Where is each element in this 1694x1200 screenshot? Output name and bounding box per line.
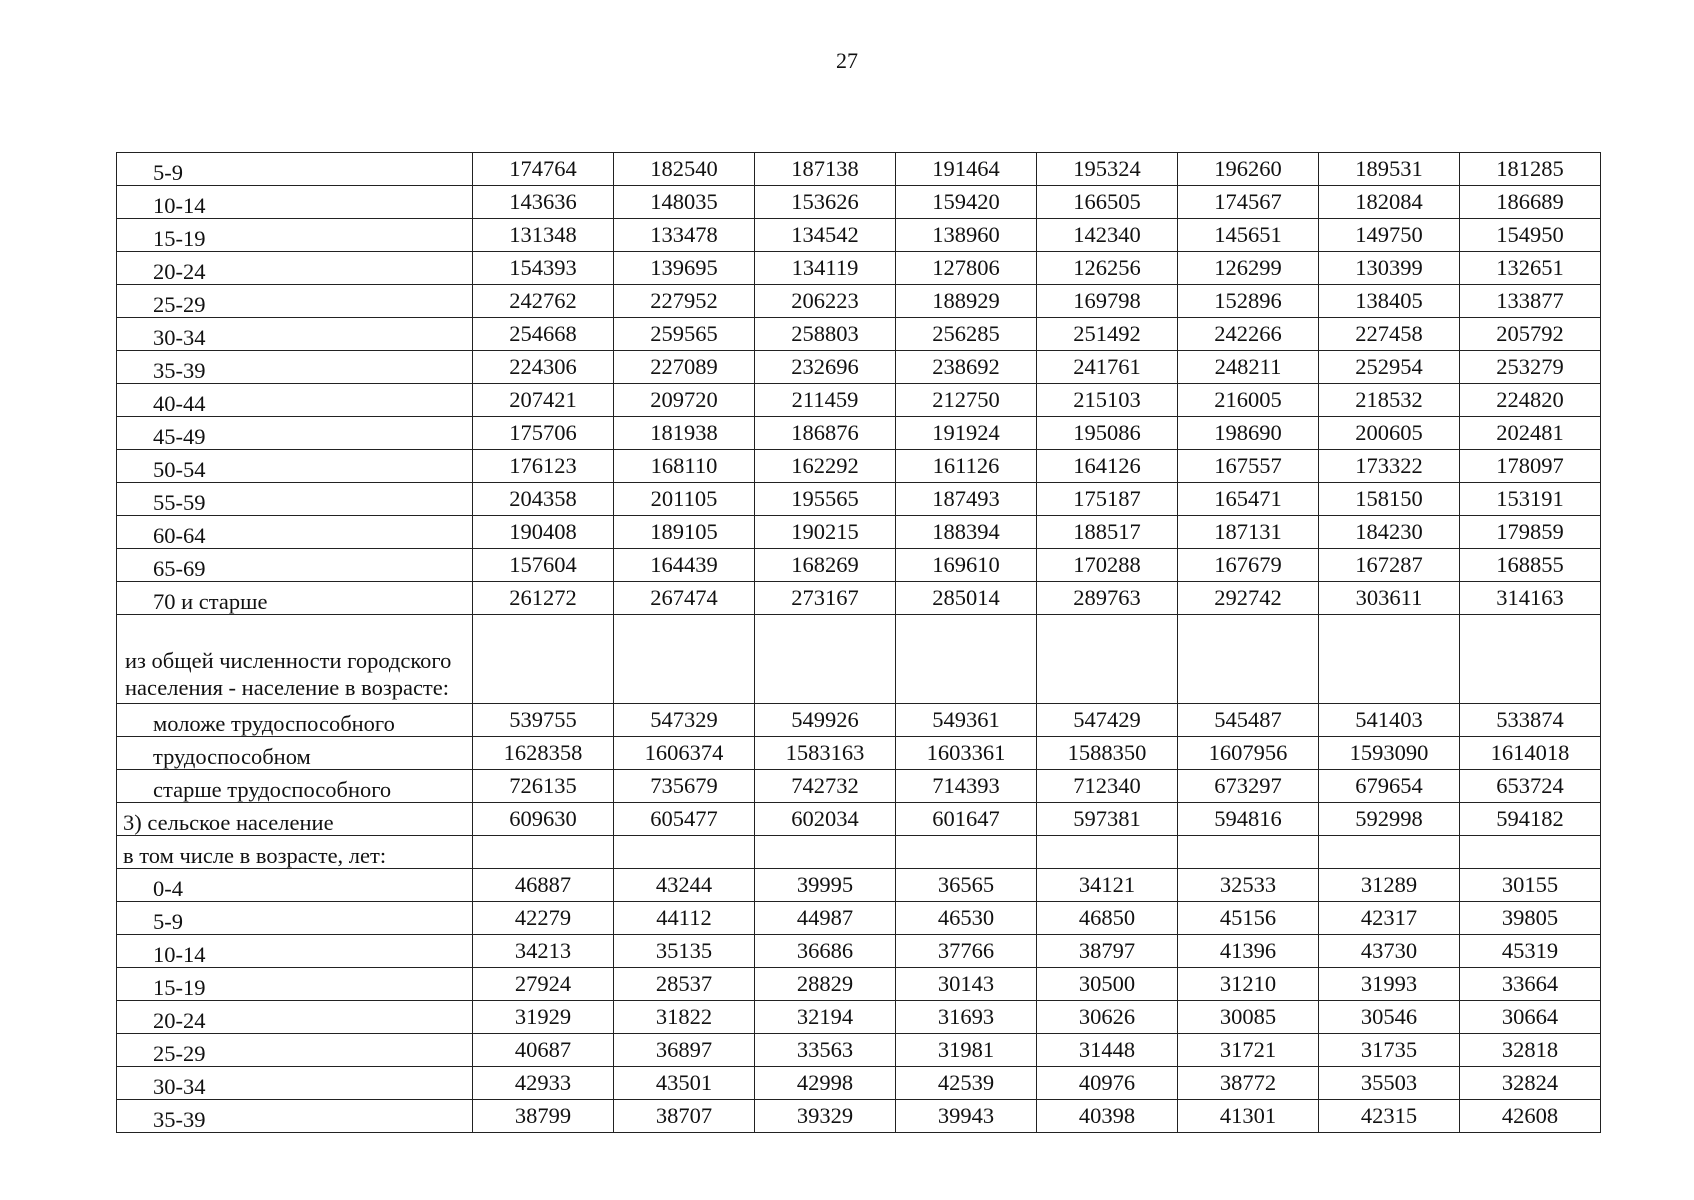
table-cell: 43730 [1319,935,1460,968]
table-cell: 609630 [473,803,614,836]
row-label: 10-14 [117,186,473,219]
table-cell: 189105 [614,516,755,549]
table-cell: 31289 [1319,869,1460,902]
table-cell: 30085 [1178,1001,1319,1034]
table-cell: 206223 [755,285,896,318]
table-cell: 46887 [473,869,614,902]
table-cell: 36897 [614,1034,755,1067]
table-row [117,186,1601,219]
table-cell: 212750 [896,384,1037,417]
table-row [117,252,1601,285]
table-row [117,869,1601,902]
table-row [117,935,1601,968]
table-cell: 273167 [755,582,896,615]
table-cell: 35135 [614,935,755,968]
row-label: 40-44 [117,384,473,417]
table-cell: 186876 [755,417,896,450]
table-cell: 143636 [473,186,614,219]
table-cell: 1628358 [473,737,614,770]
table-cell: 1588350 [1037,737,1178,770]
table-cell: 37766 [896,935,1037,968]
table-cell [473,836,614,869]
table-cell: 170288 [1037,549,1178,582]
row-label: 55-59 [117,483,473,516]
table-cell: 303611 [1319,582,1460,615]
table-cell: 38707 [614,1100,755,1133]
table-row [117,450,1601,483]
table-cell: 31993 [1319,968,1460,1001]
table-cell: 1614018 [1460,737,1601,770]
table-cell: 1583163 [755,737,896,770]
row-label: 5-9 [117,902,473,935]
table-row [117,968,1601,1001]
table-cell: 541403 [1319,704,1460,737]
table-cell: 174567 [1178,186,1319,219]
table-cell: 38799 [473,1100,614,1133]
row-label: 30-34 [117,318,473,351]
table-cell [1460,836,1601,869]
table-cell: 161126 [896,450,1037,483]
table-cell: 138405 [1319,285,1460,318]
table-cell: 238692 [896,351,1037,384]
table-cell: 31721 [1178,1034,1319,1067]
table-cell: 216005 [1178,384,1319,417]
table-cell: 30143 [896,968,1037,1001]
table-row [117,417,1601,450]
table-cell: 259565 [614,318,755,351]
table-cell: 188517 [1037,516,1178,549]
table-row [117,153,1601,186]
table-cell: 198690 [1178,417,1319,450]
table-cell: 186689 [1460,186,1601,219]
table-row [117,1034,1601,1067]
table-cell: 42317 [1319,902,1460,935]
table-cell: 195565 [755,483,896,516]
table-row [117,285,1601,318]
table-cell: 42315 [1319,1100,1460,1133]
table-cell: 205792 [1460,318,1601,351]
table-cell: 735679 [614,770,755,803]
table-cell: 30664 [1460,1001,1601,1034]
table-cell: 162292 [755,450,896,483]
table-cell [896,836,1037,869]
table-cell: 175187 [1037,483,1178,516]
table-body [117,153,1601,1133]
table-cell: 597381 [1037,803,1178,836]
table-cell: 34121 [1037,869,1178,902]
table-cell: 164126 [1037,450,1178,483]
table-cell: 165471 [1178,483,1319,516]
population-table [116,152,1601,1133]
table-cell: 31929 [473,1001,614,1034]
table-cell: 533874 [1460,704,1601,737]
table-cell [1319,615,1460,704]
table-cell: 1593090 [1319,737,1460,770]
table-cell [755,615,896,704]
table-cell: 1603361 [896,737,1037,770]
table-cell: 254668 [473,318,614,351]
table-cell: 215103 [1037,384,1178,417]
table-cell: 256285 [896,318,1037,351]
row-label: 65-69 [117,549,473,582]
table-cell: 712340 [1037,770,1178,803]
table-cell: 549926 [755,704,896,737]
table-cell: 549361 [896,704,1037,737]
table-cell: 46850 [1037,902,1178,935]
table-cell: 43244 [614,869,755,902]
table-cell: 138960 [896,219,1037,252]
table-cell: 164439 [614,549,755,582]
table-row [117,902,1601,935]
row-label: 10-14 [117,935,473,968]
row-label: 15-19 [117,968,473,1001]
table-cell [1037,836,1178,869]
row-label: 5-9 [117,153,473,186]
table-cell: 173322 [1319,450,1460,483]
table-cell: 45319 [1460,935,1601,968]
table-cell: 195086 [1037,417,1178,450]
table-cell: 30500 [1037,968,1178,1001]
table-cell: 40976 [1037,1067,1178,1100]
table-row [117,803,1601,836]
row-label: 20-24 [117,252,473,285]
table-cell: 36686 [755,935,896,968]
table-cell: 145651 [1178,219,1319,252]
table-cell: 253279 [1460,351,1601,384]
table-cell: 42279 [473,902,614,935]
table-cell [1178,615,1319,704]
table-cell: 42539 [896,1067,1037,1100]
table-cell: 204358 [473,483,614,516]
table-cell: 182084 [1319,186,1460,219]
table-cell: 218532 [1319,384,1460,417]
table-cell: 36565 [896,869,1037,902]
row-label: 35-39 [117,351,473,384]
table-cell: 167679 [1178,549,1319,582]
table-cell: 142340 [1037,219,1178,252]
table-cell: 251492 [1037,318,1178,351]
table-cell: 157604 [473,549,614,582]
table-cell: 176123 [473,450,614,483]
table-cell: 241761 [1037,351,1178,384]
table-cell: 174764 [473,153,614,186]
row-label: трудоспособном [117,737,473,770]
row-label: 50-54 [117,450,473,483]
table-cell: 592998 [1319,803,1460,836]
table-cell: 1607956 [1178,737,1319,770]
table-cell: 191924 [896,417,1037,450]
table-cell: 167287 [1319,549,1460,582]
table-cell: 242762 [473,285,614,318]
table-row [117,737,1601,770]
table-cell: 130399 [1319,252,1460,285]
table-cell: 594182 [1460,803,1601,836]
table-cell: 545487 [1178,704,1319,737]
table-cell [614,615,755,704]
table-cell: 159420 [896,186,1037,219]
table-cell: 133877 [1460,285,1601,318]
table-cell: 196260 [1178,153,1319,186]
table-cell: 181285 [1460,153,1601,186]
table-cell: 207421 [473,384,614,417]
table-cell: 31735 [1319,1034,1460,1067]
table-cell: 175706 [473,417,614,450]
table-row [117,1067,1601,1100]
table-row [117,704,1601,737]
table-cell: 184230 [1319,516,1460,549]
table-row [117,351,1601,384]
row-label: 70 и старше [117,582,473,615]
table-cell: 195324 [1037,153,1178,186]
table-row [117,318,1601,351]
table-cell: 261272 [473,582,614,615]
table-row [117,483,1601,516]
table-cell: 28537 [614,968,755,1001]
table-cell: 40687 [473,1034,614,1067]
row-label: из общей численности городского населения - население в возрасте: [117,615,473,704]
table-cell: 169798 [1037,285,1178,318]
table-cell: 34213 [473,935,614,968]
table-cell: 653724 [1460,770,1601,803]
table-cell: 314163 [1460,582,1601,615]
table-cell: 126256 [1037,252,1178,285]
table-cell: 148035 [614,186,755,219]
row-label: 45-49 [117,417,473,450]
row-label: 25-29 [117,285,473,318]
table-row [117,219,1601,252]
table-cell: 190408 [473,516,614,549]
table-row [117,615,1601,704]
row-label: 30-34 [117,1067,473,1100]
table-cell: 168269 [755,549,896,582]
table-cell: 139695 [614,252,755,285]
table-cell: 742732 [755,770,896,803]
table-cell: 43501 [614,1067,755,1100]
table-cell: 679654 [1319,770,1460,803]
table-cell: 39943 [896,1100,1037,1133]
table-cell: 182540 [614,153,755,186]
table-cell: 126299 [1178,252,1319,285]
table-cell: 189531 [1319,153,1460,186]
table-cell [896,615,1037,704]
table-cell: 30626 [1037,1001,1178,1034]
table-cell: 39805 [1460,902,1601,935]
table-cell: 547429 [1037,704,1178,737]
table-cell: 605477 [614,803,755,836]
table-row [117,1100,1601,1133]
table-cell: 30546 [1319,1001,1460,1034]
row-label: 25-29 [117,1034,473,1067]
table-cell: 187493 [896,483,1037,516]
table-cell: 41301 [1178,1100,1319,1133]
table-cell: 726135 [473,770,614,803]
table-cell: 153191 [1460,483,1601,516]
table-cell: 33664 [1460,968,1601,1001]
table-cell: 178097 [1460,450,1601,483]
table-cell [473,615,614,704]
table-cell: 292742 [1178,582,1319,615]
table-cell: 31210 [1178,968,1319,1001]
table-cell: 227952 [614,285,755,318]
table-cell: 35503 [1319,1067,1460,1100]
table-row [117,1001,1601,1034]
table-cell: 187131 [1178,516,1319,549]
table-cell: 224306 [473,351,614,384]
table-cell: 32818 [1460,1034,1601,1067]
table-cell: 42998 [755,1067,896,1100]
table-cell: 154393 [473,252,614,285]
table-cell: 134119 [755,252,896,285]
table-cell: 169610 [896,549,1037,582]
table-cell: 38772 [1178,1067,1319,1100]
table-cell: 191464 [896,153,1037,186]
table-cell: 42608 [1460,1100,1601,1133]
table-cell [614,836,755,869]
table-cell: 187138 [755,153,896,186]
table-cell: 188929 [896,285,1037,318]
table-cell: 33563 [755,1034,896,1067]
table-cell: 602034 [755,803,896,836]
table-row [117,836,1601,869]
table-cell: 211459 [755,384,896,417]
table-cell: 44112 [614,902,755,935]
row-label: в том числе в возрасте, лет: [117,836,473,869]
table-cell: 594816 [1178,803,1319,836]
table-cell: 289763 [1037,582,1178,615]
table-cell: 158150 [1319,483,1460,516]
table-cell: 39995 [755,869,896,902]
table-cell: 149750 [1319,219,1460,252]
row-label: 3) сельское население [117,803,473,836]
table-cell: 200605 [1319,417,1460,450]
table-cell: 31822 [614,1001,755,1034]
row-label: 0-4 [117,869,473,902]
table-cell: 168855 [1460,549,1601,582]
table-cell: 31448 [1037,1034,1178,1067]
table-cell: 601647 [896,803,1037,836]
table-cell [1460,615,1601,704]
table-row [117,549,1601,582]
table-cell: 40398 [1037,1100,1178,1133]
row-label: старше трудоспособного [117,770,473,803]
table-cell: 168110 [614,450,755,483]
table-row [117,770,1601,803]
table-cell: 539755 [473,704,614,737]
table-cell: 154950 [1460,219,1601,252]
table-row [117,582,1601,615]
table-cell: 267474 [614,582,755,615]
table-cell [1319,836,1460,869]
table-cell: 714393 [896,770,1037,803]
table-cell: 30155 [1460,869,1601,902]
table-cell: 188394 [896,516,1037,549]
row-label: 60-64 [117,516,473,549]
row-label: 20-24 [117,1001,473,1034]
table-cell: 32824 [1460,1067,1601,1100]
table-cell: 252954 [1319,351,1460,384]
table-cell: 209720 [614,384,755,417]
table-cell: 131348 [473,219,614,252]
table-cell: 132651 [1460,252,1601,285]
table-cell: 39329 [755,1100,896,1133]
row-label: моложе трудоспособного [117,704,473,737]
table-cell: 285014 [896,582,1037,615]
table-cell: 179859 [1460,516,1601,549]
table-cell: 152896 [1178,285,1319,318]
table-cell: 258803 [755,318,896,351]
table-cell: 1606374 [614,737,755,770]
table-cell: 31981 [896,1034,1037,1067]
table-cell: 201105 [614,483,755,516]
table-cell: 227089 [614,351,755,384]
table-cell: 224820 [1460,384,1601,417]
table-cell: 42933 [473,1067,614,1100]
table-cell: 673297 [1178,770,1319,803]
table-cell: 227458 [1319,318,1460,351]
table-cell: 181938 [614,417,755,450]
table-cell: 32194 [755,1001,896,1034]
table-cell: 202481 [1460,417,1601,450]
table-cell: 166505 [1037,186,1178,219]
table-cell: 38797 [1037,935,1178,968]
table-cell: 248211 [1178,351,1319,384]
table-cell: 41396 [1178,935,1319,968]
table-cell [1037,615,1178,704]
table-cell: 134542 [755,219,896,252]
table-cell: 242266 [1178,318,1319,351]
table-cell: 232696 [755,351,896,384]
table-cell: 28829 [755,968,896,1001]
table-cell: 190215 [755,516,896,549]
page-number: 27 [836,48,858,73]
table-cell: 547329 [614,704,755,737]
table-cell: 133478 [614,219,755,252]
table-cell: 27924 [473,968,614,1001]
table-cell: 153626 [755,186,896,219]
table-cell [755,836,896,869]
table-cell: 167557 [1178,450,1319,483]
table-row [117,384,1601,417]
table-cell: 127806 [896,252,1037,285]
row-label: 35-39 [117,1100,473,1133]
row-label: 15-19 [117,219,473,252]
table-cell: 31693 [896,1001,1037,1034]
table-cell: 46530 [896,902,1037,935]
table-cell [1178,836,1319,869]
table-cell: 32533 [1178,869,1319,902]
table-row [117,516,1601,549]
table-cell: 45156 [1178,902,1319,935]
table-cell: 44987 [755,902,896,935]
